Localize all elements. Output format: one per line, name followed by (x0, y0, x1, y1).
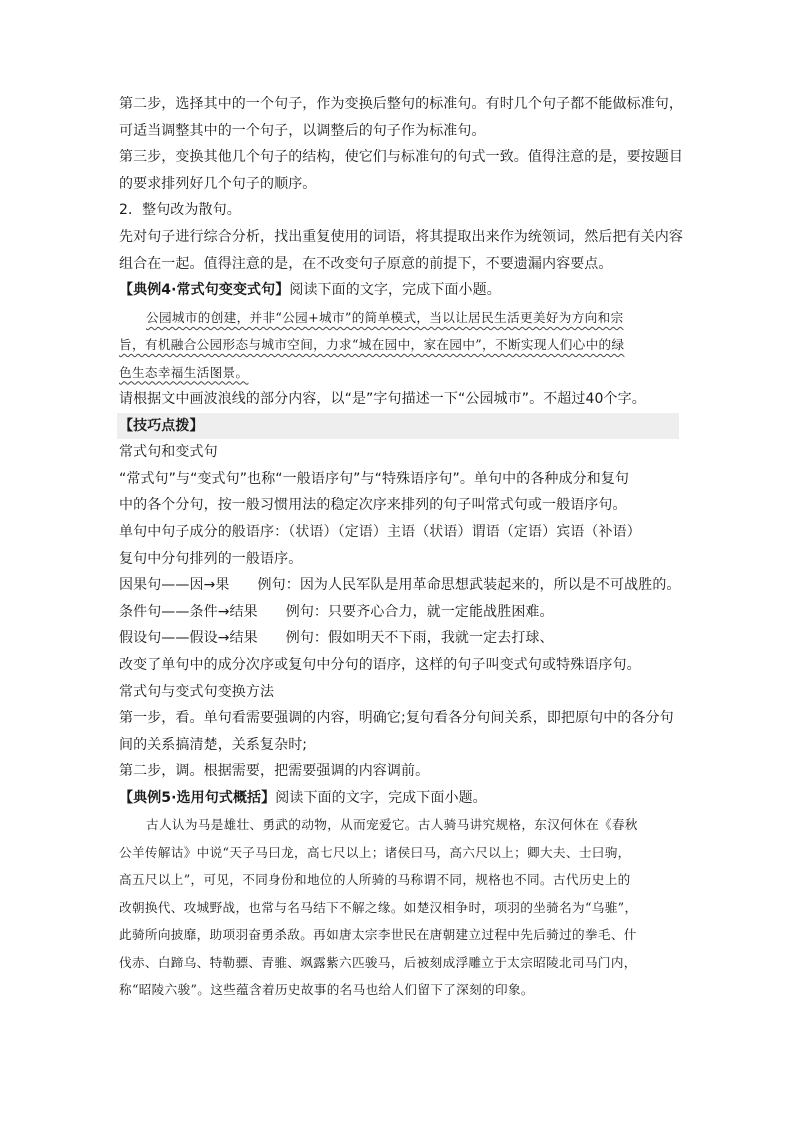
passage-line (119, 331, 681, 358)
example-5-passage (119, 811, 681, 1003)
sentence-type-example (119, 599, 681, 626)
example-5-label: 【典例5·选用句式概括】 (119, 789, 276, 806)
sentence-example: 例句：假如明天不下雨，我就一定去打球、 (285, 630, 554, 647)
paragraph-line: 的要求排列好几个句子的顺序。 (119, 175, 317, 192)
wavy-underlined-text: 色生态幸福生活图景。 (119, 364, 249, 380)
tips-line: 单句中句子成分的般语序：（状语）（定语）主语（状语）谓语（定语）宾语（补语） (119, 523, 641, 540)
tips-line: “常式句”与“变式句”也称“一般语序句”与“特殊语序句”。单句中的各种成分和复句 (119, 470, 630, 487)
document-body (119, 91, 681, 1003)
tips-heading: 【技巧点拨】 (117, 413, 679, 440)
sentence-type-example (119, 625, 681, 652)
paragraph-line: 第二步，选择其中的一个句子，作为变换后整句的标准句。有时几个句子都不能做标准句， (119, 96, 683, 112)
passage-line: 此骑所向披靡，助项羽奋勇杀敌。再如唐太宗李世民在唐朝建立过程中先后骑过的拳毛、什 (119, 927, 637, 943)
passage-line: 称“昭陵六骏”。这些蕴含着历史故事的名马也给人们留下了深刻的印象。 (119, 981, 534, 997)
paragraph-line: 可适当调整其中的一个句子，以调整后的句子作为标准句。 (119, 122, 486, 139)
wavy-underlined-text: 公园城市的创建，并非“公园+城市”的简单模式，当以让居民生活更美好为方向和宗 (146, 309, 624, 325)
example-5-prompt: 阅读下面的文字，完成下面小题。 (275, 789, 487, 806)
wavy-underlined-text: 旨，有机融合公园形态与城市空间，力求“城在园中，家在园中”，不断实现人们心中的绿 (119, 337, 625, 353)
example-4-prompt: 阅读下面的文字，完成下面小题。 (289, 282, 501, 299)
sentence-type-example (119, 572, 681, 599)
section-heading: 2．整句改为散句。 (119, 202, 241, 219)
tips-line: 第二步，调。根据需要，把需要强调的内容调前。 (119, 763, 430, 780)
tips-line: 第一步，看。单句看需要强调的内容，明确它;复句看各分句间关系，即把原句中的各分句 (119, 710, 674, 727)
passage-line: 伐赤、白蹄乌、特勒骠、青骓、飒露紫六匹骏马，后被刻成浮雕立于太宗昭陵北司马门内， (119, 954, 637, 970)
example-4-passage (119, 304, 681, 386)
passage-line: 公羊传解诂》中说“天子马曰龙，高七尺以上；诸侯曰马，高六尺以上；卿大夫、士曰驹， (119, 844, 631, 860)
passage-line (119, 304, 681, 331)
paragraph-line: 组合在一起。值得注意的是，在不改变句子原意的前提下，不要遗漏内容要点。 (119, 255, 613, 272)
example-4-label: 【典例4·常式句变变式句】 (119, 282, 290, 299)
paragraph-line: 第三步，变换其他几个句子的结构，使它们与标准句的句式一致。值得注意的是，要按题目 (119, 149, 683, 166)
sentence-type: 假设句——假设→结果 (119, 630, 258, 647)
example-5-header (119, 785, 681, 812)
tips-line: 改变了单句中的成分次序或复句中分句的语序，这样的句子叫变式句或特殊语序句。 (119, 656, 641, 673)
sentence-example: 例句：因为人民军队是用革命思想武装起来的，所以是不可战胜的。 (257, 577, 681, 594)
passage-line: 高五尺以上”，可见，不同身份和地位的人所骑的马称谓不同，规格也不同。古代历史上的 (119, 872, 631, 888)
tips-line: 中的各个分句，按一般习惯用法的稳定次序来排列的句子叫常式句或一般语序句。 (119, 497, 627, 514)
paragraph-line: 先对句子进行综合分析，找出重复使用的词语，将其提取出来作为统领词，然后把有关内容 (119, 228, 683, 245)
sentence-type: 因果句——因→果 (119, 577, 230, 594)
example-4-header (119, 277, 681, 304)
passage-line (119, 359, 681, 386)
sentence-example: 例句：只要齐心合力，就一定能战胜困难。 (285, 603, 554, 620)
tips-line: 常式句与变式句变换方法 (119, 683, 275, 700)
sentence-type: 条件句——条件→结果 (119, 603, 258, 620)
example-4-question: 请根据文中画波浪线的部分内容，以“是”字句描述一下“公园城市”。不超过40个字。 (119, 390, 646, 407)
passage-line: 古人认为马是雄壮、勇武的动物，从而宠爱它。古人骑马讲究规格，东汉何休在《春秋 (146, 817, 638, 833)
tips-line: 常式句和变式句 (119, 444, 218, 461)
tips-line: 复句中分句排列的一般语序。 (119, 550, 303, 567)
passage-line: 改朝换代、攻城野战，也常与名马结下不解之缘。如楚汉相争时，项羽的坐骑名为“乌骓”， (119, 899, 638, 915)
tips-line: 间的关系搞清楚，关系复杂时; (119, 736, 308, 753)
